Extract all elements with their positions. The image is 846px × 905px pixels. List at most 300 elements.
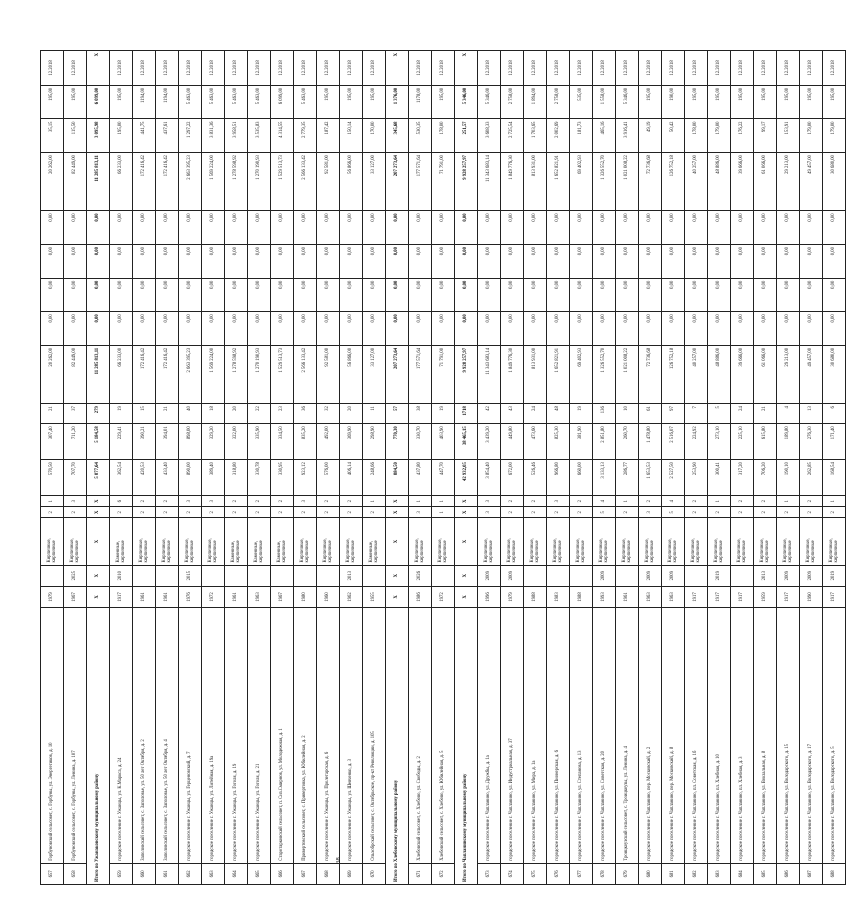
table-cell: 195,00 <box>685 85 708 119</box>
table-cell: 229,41 <box>110 424 133 460</box>
table-cell: 0,00 <box>317 278 340 312</box>
table-cell: городское поселение г. Чапланино, ул. Мира, д. 1а <box>524 608 547 864</box>
table-cell: 18 <box>202 404 225 424</box>
table-cell: 0,00 <box>432 312 455 346</box>
table-cell: 12.2018 <box>271 51 294 86</box>
table-cell: Кирпичные, кирпичные <box>547 518 570 565</box>
table-cell: 1 <box>41 496 64 507</box>
table-cell: 0,00 <box>708 245 731 279</box>
table-cell: 0,00 <box>156 312 179 346</box>
table-cell: 884,50 <box>386 460 409 496</box>
table-cell: 225,10 <box>731 424 754 460</box>
table-cell: 195,00 <box>777 85 800 119</box>
table-cell <box>133 565 156 586</box>
table-cell: 0,00 <box>386 312 409 346</box>
table-cell: Кирпичные, кирпичные <box>800 518 823 565</box>
table-cell: 49,19 <box>639 119 662 153</box>
table-cell: городское поселение г. Чапланино, пл. Советская, д. 1б <box>685 608 708 864</box>
table-cell: 0,00 <box>202 245 225 279</box>
table-cell: 0,00 <box>777 245 800 279</box>
table-cell: 0,00 <box>202 278 225 312</box>
table-cell: 11 <box>363 404 386 424</box>
table-cell: 12.2018 <box>639 51 662 86</box>
table-cell: Кирпичные, кирпичные <box>685 518 708 565</box>
table-cell: 12.2018 <box>64 51 87 86</box>
table-cell: 207 273,64 <box>386 153 409 211</box>
table-cell: 24 <box>524 404 547 424</box>
table-cell: 0,00 <box>547 211 570 245</box>
table-cell: 0,00 <box>524 245 547 279</box>
table-cell: 389,40 <box>202 460 225 496</box>
table-cell: 3 <box>409 507 432 518</box>
table-cell: 2 725,54 <box>501 119 524 153</box>
table-cell: 42 <box>478 404 501 424</box>
table-cell: 890,00 <box>179 460 202 496</box>
table-cell: 12.2018 <box>294 51 317 86</box>
table-cell: 42 932,05 <box>455 460 478 496</box>
table-cell: 0,00 <box>133 312 156 346</box>
table-cell: 0,00 <box>294 312 317 346</box>
table-cell: 0,00 <box>800 245 823 279</box>
table-cell: X <box>386 496 409 507</box>
table-cell: X <box>87 51 110 86</box>
table-cell: Итого по Хлебовскому муниципальному району <box>386 608 409 885</box>
table-cell: 0,00 <box>133 211 156 245</box>
table-cell: 0,00 <box>202 211 225 245</box>
table-cell: 687 <box>800 863 823 884</box>
table-cell: 330,70 <box>409 424 432 460</box>
table-cell: 3 <box>478 507 501 518</box>
table-cell: Троицкоузский сельсовет, с. Троицкоузы, ул. Ленина, д. 4 <box>616 608 639 864</box>
table-cell: 0,00 <box>409 245 432 279</box>
table-cell: 449,80 <box>501 424 524 460</box>
table-cell: 2 <box>501 507 524 518</box>
table-cell: 1 478,80 <box>639 424 662 460</box>
table-cell: 5 <box>662 507 685 518</box>
table-cell: 0,00 <box>685 312 708 346</box>
table-cell: 5 346,00 <box>616 85 639 119</box>
table-cell: 195,00 <box>708 85 731 119</box>
table-cell: 12.2018 <box>225 51 248 86</box>
table-cell: 2 <box>731 496 754 507</box>
table-cell: 0,00 <box>386 211 409 245</box>
table-cell: 923,12 <box>294 460 317 496</box>
table-cell: 179,00 <box>800 119 823 153</box>
table-cell: 0,00 <box>708 211 731 245</box>
table-cell: 0,00 <box>340 312 363 346</box>
table-cell: 0,00 <box>248 278 271 312</box>
table-cell: 171,40 <box>823 424 846 460</box>
table-cell: Каменные, кирпичные <box>363 518 386 565</box>
table-cell: 3 <box>202 496 225 507</box>
table-cell: 669 <box>340 863 363 884</box>
table-cell: 707,70 <box>64 460 87 496</box>
table-total-row <box>87 51 110 885</box>
table-cell: 685 <box>754 863 777 884</box>
table-cell: 0,00 <box>639 278 662 312</box>
table-cell: 276,30 <box>800 424 823 460</box>
table-cell: 3 <box>547 496 570 507</box>
table-cell: 12.2018 <box>478 51 501 86</box>
table-cell: 0,00 <box>662 245 685 279</box>
table-cell: 3 831,36 <box>202 119 225 153</box>
table-cell: 178,00 <box>685 119 708 153</box>
table-cell: 1963 <box>662 586 685 607</box>
table-cell: 253,90 <box>685 460 708 496</box>
table-cell: 3 535,83 <box>248 119 271 153</box>
table-cell: 0,00 <box>225 211 248 245</box>
table-cell: 3 854,40 <box>478 460 501 496</box>
table-cell: 12.2018 <box>432 51 455 86</box>
table-cell: 0,00 <box>179 312 202 346</box>
table-cell: городское поселение г. Чапланино, пл. Хлебная, д. 10 <box>708 608 731 864</box>
table-row <box>501 51 524 885</box>
table-cell: 0,00 <box>87 312 110 346</box>
table-cell: 20 262,00 <box>41 153 64 211</box>
table-cell <box>363 565 386 586</box>
table-cell: 6 099,00 <box>271 85 294 119</box>
table-cell: 57 <box>386 404 409 424</box>
table-cell: 1 278 598,92 <box>225 345 248 403</box>
table-cell: 195,00 <box>340 85 363 119</box>
table-cell: 0,00 <box>662 312 685 346</box>
table-cell: 1 849 776,30 <box>501 153 524 211</box>
table-cell: 2 <box>823 507 846 518</box>
table-cell: 0,00 <box>340 211 363 245</box>
table-cell: 0,00 <box>271 278 294 312</box>
table-cell: 262,85 <box>800 460 823 496</box>
table-cell: 0,00 <box>570 245 593 279</box>
table-cell: 660,00 <box>570 460 593 496</box>
table-cell: 99,17 <box>754 119 777 153</box>
table-cell: 2 <box>524 507 547 518</box>
table-row <box>731 51 754 885</box>
table-cell: 1961 <box>133 586 156 607</box>
table-cell: 5 463,00 <box>202 85 225 119</box>
table-cell: 2 <box>501 496 524 507</box>
table-cell: 12.2018 <box>156 51 179 86</box>
table-cell: 0,00 <box>823 245 846 279</box>
table-cell: 0,00 <box>708 312 731 346</box>
table-cell: 0,00 <box>547 278 570 312</box>
table-cell: 179,00 <box>708 119 731 153</box>
table-cell: 0,00 <box>225 278 248 312</box>
table-cell: 2009 <box>639 565 662 586</box>
table-cell: 530,35 <box>409 119 432 153</box>
table-cell <box>616 565 639 586</box>
table-cell: 12.2018 <box>777 51 800 86</box>
table-row <box>685 51 708 885</box>
table-cell: 615,80 <box>754 424 777 460</box>
table-cell: 2 <box>133 507 156 518</box>
table-cell: 688 <box>823 863 846 884</box>
table-cell: 2 <box>225 496 248 507</box>
table-cell: 195,00 <box>110 85 133 119</box>
table-cell: городское поселение г. Ужанцы, ул. Гоголя, д. 21 <box>248 608 271 864</box>
table-cell: 2 <box>340 507 363 518</box>
table-cell: 43 <box>501 404 524 424</box>
table-cell: 683 <box>708 863 731 884</box>
table-cell: 672 <box>432 863 455 884</box>
table-cell: X <box>386 507 409 518</box>
table-cell: 12.2018 <box>731 51 754 86</box>
table-row <box>432 51 455 885</box>
table-cell: 2019 <box>708 565 731 586</box>
table-cell: 12.2018 <box>202 51 225 86</box>
table-cell: 658 <box>64 863 87 884</box>
table-cell: Хлебовский сельсовет, с. Хлебово, ул. Юбилейная, д. 5 <box>432 608 455 864</box>
table-cell: 2026 <box>409 565 432 586</box>
table-cell: Ольхобрский сельсовет, с. Октябрьское, пр-кт Революции, д. 105 <box>363 608 386 864</box>
table-cell: 665 <box>248 863 271 884</box>
table-cell: 207 273,64 <box>386 345 409 403</box>
table-row <box>800 51 823 885</box>
table-cell: 2 <box>317 496 340 507</box>
table-cell: 2009 <box>800 565 823 586</box>
table-cell: 1718 <box>455 404 478 424</box>
table-cell: 345,68 <box>386 119 409 153</box>
table-cell: 0,00 <box>478 211 501 245</box>
table-cell: 38 465,15 <box>455 424 478 460</box>
table-cell: 3 <box>64 496 87 507</box>
table-cell: Кирпичные, кирпичные <box>708 518 731 565</box>
table-cell: 4 <box>662 496 685 507</box>
table-cell: 0,00 <box>685 245 708 279</box>
table-cell: 82 449,00 <box>64 153 87 211</box>
table-cell: 260,70 <box>616 424 639 460</box>
table-cell: 69 402,93 <box>570 153 593 211</box>
table-row <box>777 51 800 885</box>
table-cell: 23 <box>271 404 294 424</box>
table-cell: 441,75 <box>133 119 156 153</box>
table-cell: 1 326 552,70 <box>593 345 616 403</box>
table-body <box>41 51 846 885</box>
table-cell: 12.2018 <box>363 51 386 86</box>
table-cell: 706,20 <box>754 460 777 496</box>
table-row <box>202 51 225 885</box>
table-cell: 1967 <box>271 586 294 607</box>
table-cell: 0,00 <box>87 211 110 245</box>
table-cell: 437,80 <box>409 460 432 496</box>
table-cell: Кирпичные, кирпичные <box>731 518 754 565</box>
table-cell: 0,00 <box>685 211 708 245</box>
table-cell: 1 021 008,22 <box>616 345 639 403</box>
housing-register-table <box>40 50 846 885</box>
table-cell: 1917 <box>777 586 800 607</box>
table-cell: Кирпичные, кирпичные <box>294 518 317 565</box>
table-cell: 1979 <box>41 586 64 607</box>
table-cell: 0,00 <box>501 211 524 245</box>
table-cell: 33 127,00 <box>363 153 386 211</box>
table-cell: 12.2018 <box>593 51 616 86</box>
table-cell: X <box>386 51 409 86</box>
table-cell: 2 <box>41 507 64 518</box>
table-cell: 2 <box>64 507 87 518</box>
table-cell: 576,00 <box>317 460 340 496</box>
table-cell: 5 <box>593 507 616 518</box>
table-cell: 659 <box>110 863 133 884</box>
table-cell: 0,00 <box>524 278 547 312</box>
table-row <box>547 51 570 885</box>
table-cell: 1960 <box>317 586 340 607</box>
table-cell: 2 566 133,42 <box>294 345 317 403</box>
table-cell: городское поселение г. Чапланино, ул. Советская, д. 20 <box>593 608 616 864</box>
table-cell: 153,91 <box>777 119 800 153</box>
table-cell: 2 <box>340 496 363 507</box>
table-cell: 679 <box>616 863 639 884</box>
table-cell: 0,00 <box>409 211 432 245</box>
table-cell: Кирпичные, кирпичные <box>593 518 616 565</box>
table-cell: 29 213,00 <box>777 345 800 403</box>
table-cell: 330,95 <box>271 460 294 496</box>
table-cell: 71 791,00 <box>432 345 455 403</box>
table-cell: 0,00 <box>823 211 846 245</box>
table-cell: 0,00 <box>340 245 363 279</box>
table-cell: 195,00 <box>754 85 777 119</box>
table-cell: 2 779,35 <box>294 119 317 153</box>
table-cell: 298,90 <box>363 424 386 460</box>
table-cell: 1 529 513,73 <box>271 153 294 211</box>
table-cell: 0,00 <box>432 278 455 312</box>
table-cell: 2010 <box>110 565 133 586</box>
table-cell: 195,00 <box>110 119 133 153</box>
table-cell: Кирпичные, кирпичные <box>478 518 501 565</box>
table-cell: 3 608,33 <box>478 119 501 153</box>
table-cell: 40 257,00 <box>685 153 708 211</box>
table-cell: 5 463,00 <box>248 85 271 119</box>
table-cell: 660 <box>133 863 156 884</box>
table-cell: 0,00 <box>179 211 202 245</box>
table-cell: 2 <box>179 507 202 518</box>
table-cell: 825,30 <box>547 424 570 460</box>
table-cell: 0,00 <box>524 211 547 245</box>
table-cell <box>547 565 570 586</box>
table-cell: городское поселение г. Чапланино, ул. Володарского, д. 15 <box>777 608 800 864</box>
table-cell: 1 569 224,00 <box>202 345 225 403</box>
table-cell: 1963 <box>248 586 271 607</box>
table-cell: 1988 <box>524 586 547 607</box>
table-cell: X <box>386 565 409 586</box>
table-cell: городское поселение г. Ужанцы, ул. Пролетарская, д. 6 <box>317 608 340 864</box>
table-cell: 2013 <box>754 565 777 586</box>
table-cell: 2 <box>294 507 317 518</box>
table-cell: 0,00 <box>455 245 478 279</box>
table-cell: 0,00 <box>823 312 846 346</box>
table-cell: 5 184,58 <box>87 424 110 460</box>
table-cell: 0,00 <box>363 312 386 346</box>
table-cell: 2009 <box>478 565 501 586</box>
table-cell: 187,42 <box>317 119 340 153</box>
table-cell: 3 958,51 <box>225 119 248 153</box>
table-cell: Заполовский сельсовет, с. Заполовье, ул. 50 лет Октября, д. 4 <box>156 608 179 864</box>
table-cell: X <box>87 496 110 507</box>
table-cell: 66 233,00 <box>110 345 133 403</box>
table-cell: 3 133,13 <box>593 460 616 496</box>
table-cell: 0,00 <box>662 278 685 312</box>
table-cell: 0,00 <box>64 245 87 279</box>
table-cell: 1 <box>363 496 386 507</box>
table-cell: 172 416,42 <box>156 153 179 211</box>
table-row <box>225 51 248 885</box>
table-cell: 178,00 <box>432 119 455 153</box>
table-cell: 248,66 <box>363 460 386 496</box>
table-cell: 195,00 <box>41 85 64 119</box>
table-row <box>662 51 685 885</box>
table-cell: 136 <box>593 404 616 424</box>
table-cell: Каменные, кирпичные <box>248 518 271 565</box>
table-cell: X <box>87 565 110 586</box>
table-cell: 1 <box>432 496 455 507</box>
table-row <box>754 51 777 885</box>
table-cell: 1996 <box>478 586 501 607</box>
table-cell: 0,00 <box>248 211 271 245</box>
table-cell: X <box>87 586 110 607</box>
table-cell: 0,00 <box>455 312 478 346</box>
table-cell: 2 <box>225 507 248 518</box>
table-cell: 2009 <box>593 565 616 586</box>
table-cell: Привертовский сельсовет, с. Привертовка, ул. Юбилейная, д. 2 <box>294 608 317 864</box>
table-cell: 2 <box>731 507 754 518</box>
table-cell: 6 <box>823 404 846 424</box>
table-row <box>133 51 156 885</box>
table-row <box>64 51 87 885</box>
table-cell: 2 <box>363 507 386 518</box>
table-cell: 686 <box>777 863 800 884</box>
table-cell: 0,00 <box>547 312 570 346</box>
table-cell: 3 439,20 <box>478 424 501 460</box>
table-cell: городское поселение г. Ужанцы, ул. Гоголя, д. 19 <box>225 608 248 864</box>
table-cell <box>685 565 708 586</box>
table-cell: 2009 <box>662 565 685 586</box>
table-cell: 1 558,00 <box>593 85 616 119</box>
table-cell: 1963 <box>639 586 662 607</box>
table-cell: городское поселение г. Ужанцы, ул. Литейная, д. 19а <box>202 608 225 864</box>
table-total-row <box>455 51 478 885</box>
table-cell: 3 <box>639 507 662 518</box>
table-cell: 150,14 <box>340 119 363 153</box>
table-cell: 329,20 <box>202 424 225 460</box>
table-cell: 437,61 <box>156 119 179 153</box>
table-cell: 2 <box>616 507 639 518</box>
table-cell: 2025 <box>64 565 87 586</box>
table-cell: 11 285 813,11 <box>87 153 110 211</box>
table-cell: X <box>386 518 409 565</box>
table-cell: 677 <box>570 863 593 884</box>
table-cell: городское поселение г. Чапланино, ул. Вокзальная, д. 8 <box>754 608 777 864</box>
table-cell: 195,00 <box>432 85 455 119</box>
table-cell: 12.2018 <box>570 51 593 86</box>
table-cell: 0,00 <box>455 211 478 245</box>
table-cell: 2 527,50 <box>662 460 685 496</box>
table-cell: 0,00 <box>202 312 225 346</box>
table-cell: 0,00 <box>616 278 639 312</box>
table-cell: 12.2018 <box>133 51 156 86</box>
table-row <box>616 51 639 885</box>
table-cell: 2 566 133,42 <box>294 153 317 211</box>
table-cell: 1972 <box>202 586 225 607</box>
table-cell: 0,00 <box>777 278 800 312</box>
table-row <box>363 51 386 885</box>
table-cell: 5 877,64 <box>87 460 110 496</box>
table-cell: 362,54 <box>110 460 133 496</box>
table-cell: 2 <box>639 496 662 507</box>
table-cell: 1194,00 <box>156 85 179 119</box>
table-cell: 335,90 <box>248 424 271 460</box>
table-cell: X <box>455 565 478 586</box>
table-cell: 12.2018 <box>800 51 823 86</box>
table-cell: 21 <box>156 404 179 424</box>
table-cell: 0,00 <box>455 278 478 312</box>
